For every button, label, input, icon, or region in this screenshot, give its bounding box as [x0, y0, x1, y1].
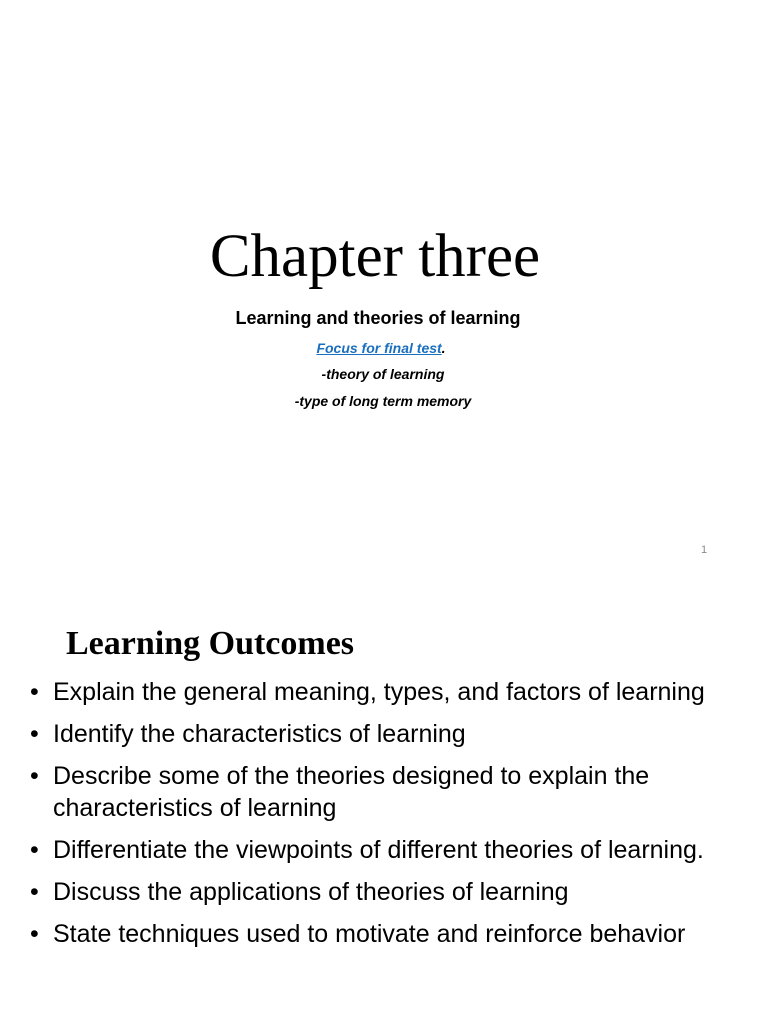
bullet-icon: • — [30, 836, 39, 864]
outcomes-title: Learning Outcomes — [66, 625, 355, 662]
outcome-item — [30, 876, 750, 908]
outcomes-list — [30, 676, 750, 960]
outcome-text: State techniques used to motivate and reinforce behavior — [53, 920, 686, 948]
bullet-icon: • — [30, 878, 39, 906]
bullet-icon: • — [30, 720, 39, 748]
chapter-title: Chapter three — [209, 223, 541, 290]
outcome-item — [30, 834, 750, 866]
slide-number: 1 — [700, 544, 708, 556]
bullet-icon: • — [30, 678, 39, 706]
chapter-subtitle: Learning and theories of learning — [235, 308, 521, 328]
bullet-icon: • — [30, 762, 39, 790]
outcome-item — [30, 918, 750, 950]
focus-item-long-term-memory: -type of long term memory — [294, 393, 472, 409]
focus-item-theory-of-learning: -theory of learning — [321, 366, 445, 382]
outcome-text: Explain the general meaning, types, and factors of learning — [53, 678, 705, 706]
outcome-item — [30, 676, 750, 708]
focus-period: . — [441, 340, 446, 356]
focus-for-final-test-link[interactable]: Focus for final test — [316, 340, 442, 356]
bullet-icon: • — [30, 920, 39, 948]
outcome-text: Describe some of the theories designed to explain the characteristics of learning — [53, 762, 650, 822]
focus-line — [0, 338, 762, 358]
outcome-text: Discuss the applications of theories of learning — [53, 878, 569, 906]
outcome-text: Identify the characteristics of learning — [53, 720, 466, 748]
outcome-item — [30, 760, 750, 824]
outcome-text: Differentiate the viewpoints of different theories of learning. — [53, 836, 704, 864]
outcome-item — [30, 718, 750, 750]
